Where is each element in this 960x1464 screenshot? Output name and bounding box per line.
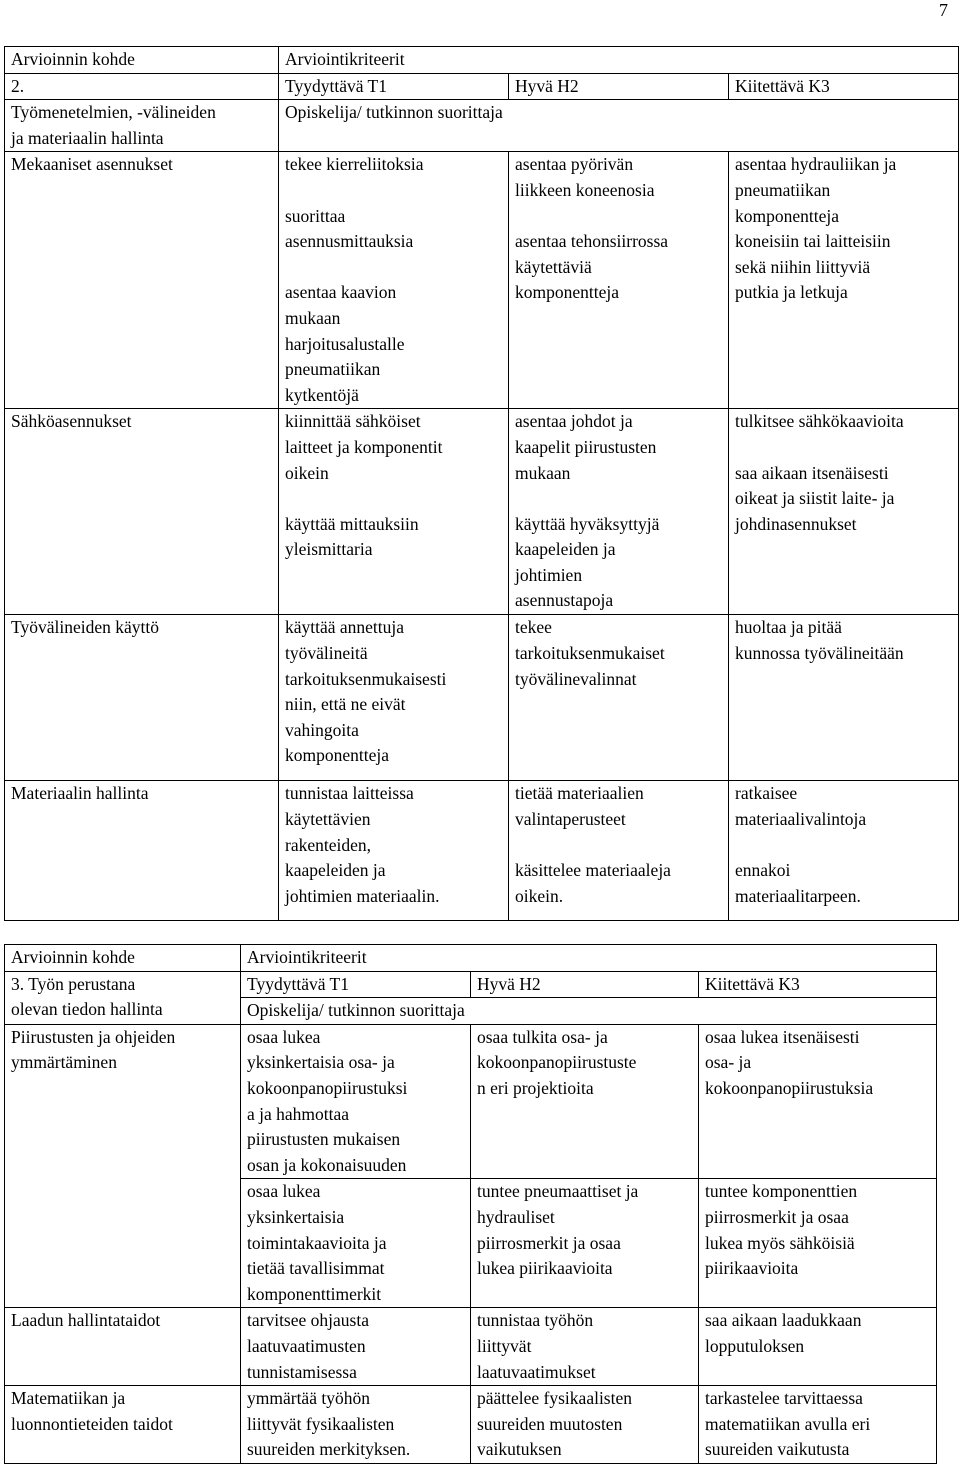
- row-subject: Työvälineiden käyttö: [5, 615, 279, 781]
- row-subject: Materiaalin hallinta: [5, 781, 279, 921]
- criterion: käyttää hyväksyttyjä kaapeleiden ja johtimien asennustapoja: [515, 513, 660, 611]
- criterion: asentaa pyörivän liikkeen koneenosia: [515, 154, 655, 200]
- criterion: kiinnittää sähköiset laitteet ja komponentit oikein: [285, 411, 443, 483]
- criteria-k3: [729, 781, 959, 921]
- criterion-k3: osaa lukea itsenäisesti osa- ja kokoonpanopiirustuksia: [699, 1024, 937, 1179]
- header-criteria-label: Arviointikriteerit: [241, 945, 937, 972]
- criterion: käyttää annettuja työvälineitä tarkoituksenmukaisesti niin, että ne eivät vahingoita komponentteja: [285, 617, 447, 766]
- criterion: tekee kierreliitoksia: [285, 154, 424, 175]
- criterion: suorittaa asennusmittauksia: [285, 205, 414, 252]
- criterion-h2: päättelee fysikaalisten suureiden muutosten vaikutuksen: [471, 1386, 699, 1464]
- level-t1: Tyydyttävä T1: [279, 73, 509, 100]
- criteria-t1: [279, 152, 509, 409]
- criterion-t1: osaa lukea yksinkertaisia osa- ja kokoonpanopiirustuksi a ja hahmottaa piirustusten mukaisen osan ja kokonaisuuden: [241, 1024, 471, 1179]
- level-h2: Hyvä H2: [509, 73, 729, 100]
- criterion: asentaa kaavion mukaan harjoitusalustalle pneumatiikan kytkentöjä: [285, 282, 405, 405]
- level-h2: Hyvä H2: [471, 971, 699, 998]
- criterion: asentaa tehonsiirrossa käytettäviä komponentteja: [515, 231, 669, 303]
- table-row: [5, 1308, 937, 1386]
- row-subject: Mekaaniset asennukset: [5, 152, 279, 409]
- table-row: [5, 1386, 937, 1464]
- criteria-t1: [279, 409, 509, 615]
- row-subject: Laadun hallintataidot: [5, 1308, 241, 1386]
- criterion-t1: osaa lukea yksinkertaisia toimintakaavioita ja tietää tavallisimmat komponenttimerkit: [241, 1179, 471, 1308]
- criterion: ratkaisee materiaalivalintoja: [735, 783, 867, 829]
- page-number: 7: [939, 0, 948, 20]
- criterion: asentaa hydrauliikan ja pneumatiikan komponentteja koneisiin tai laitteisiin sekä niihin liittyviä putkia ja letkuja: [735, 154, 897, 303]
- criterion-k3: tuntee komponenttien piirrosmerkit ja osaa lukea myös sähköisiä piirikaavioita: [699, 1179, 937, 1308]
- table-levels-row: [5, 73, 959, 100]
- table-row: [5, 152, 959, 409]
- table-row: [5, 781, 959, 921]
- table-row: [5, 1024, 937, 1179]
- table-levels-row: [5, 971, 937, 998]
- row-subject: Piirustusten ja ohjeiden ymmärtäminen: [5, 1024, 241, 1308]
- criterion: huoltaa ja pitää kunnossa työvälineitään: [735, 617, 904, 663]
- level-t1: Tyydyttävä T1: [241, 971, 471, 998]
- criteria-k3: [729, 152, 959, 409]
- criterion-h2: osaa tulkita osa- ja kokoonpanopiirustuste n eri projektioita: [471, 1024, 699, 1179]
- header-criteria-label: Arviointikriteerit: [279, 47, 959, 74]
- assessment-table-work-methods: [4, 46, 959, 921]
- criteria-t1: [279, 781, 509, 921]
- criterion-k3: saa aikaan laadukkaan lopputuloksen: [699, 1308, 937, 1386]
- assessment-table-knowledge: [4, 944, 937, 1464]
- criterion: tulkitsee sähkökaavioita: [735, 411, 904, 432]
- level-k3: Kiitettävä K3: [699, 971, 937, 998]
- header-subject-label: Arvioinnin kohde: [5, 47, 279, 74]
- performer-label: Opiskelija/ tutkinnon suorittaja: [241, 998, 937, 1025]
- section-title: Työmenetelmien, -välineiden ja materiaalin hallinta: [5, 100, 279, 152]
- criterion-t1: tarvitsee ohjausta laatuvaatimusten tunnistamisessa: [241, 1308, 471, 1386]
- row-subject: Matematiikan ja luonnontieteiden taidot: [5, 1386, 241, 1464]
- section-title: 3. Työn perustana olevan tiedon hallinta: [5, 971, 241, 1024]
- criteria-t1: [279, 615, 509, 781]
- performer-label: Opiskelija/ tutkinnon suorittaja: [279, 100, 959, 152]
- criterion-t1: ymmärtää työhön liittyvät fysikaalisten suureiden merkityksen.: [241, 1386, 471, 1464]
- criterion: tietää materiaalien valintaperusteet: [515, 783, 644, 829]
- table-section-row: [5, 100, 959, 152]
- criterion-k3: tarkastelee tarvittaessa matematiikan avulla eri suureiden vaikutusta: [699, 1386, 937, 1464]
- table-row: [5, 409, 959, 615]
- table-header-row: [5, 47, 959, 74]
- criterion: asentaa johdot ja kaapelit piirustusten mukaan: [515, 411, 657, 483]
- criterion: tekee tarkoituksenmukaiset työvälinevalinnat: [515, 617, 665, 689]
- row-subject: Sähköasennukset: [5, 409, 279, 615]
- table-row: [5, 615, 959, 781]
- header-subject-label: Arvioinnin kohde: [5, 945, 241, 972]
- criteria-h2: [509, 615, 729, 781]
- criteria-k3: [729, 409, 959, 615]
- criterion-h2: tuntee pneumaattiset ja hydrauliset piirrosmerkit ja osaa lukea piirikaavioita: [471, 1179, 699, 1308]
- criterion: tunnistaa laitteissa käytettävien rakenteiden, kaapeleiden ja johtimien materiaalin.: [285, 783, 440, 906]
- section-number: 2.: [5, 73, 279, 100]
- level-k3: Kiitettävä K3: [729, 73, 959, 100]
- criterion: saa aikaan itsenäisesti oikeat ja siistit laite- ja johdinasennukset: [735, 462, 895, 534]
- criteria-h2: [509, 781, 729, 921]
- criteria-h2: [509, 409, 729, 615]
- criteria-h2: [509, 152, 729, 409]
- criteria-k3: [729, 615, 959, 781]
- criterion: käyttää mittauksiin yleismittaria: [285, 513, 419, 560]
- criterion: ennakoi materiaalitarpeen.: [735, 860, 861, 906]
- table-header-row: [5, 945, 937, 972]
- criterion: käsittelee materiaaleja oikein.: [515, 860, 671, 906]
- criterion-h2: tunnistaa työhön liittyvät laatuvaatimukset: [471, 1308, 699, 1386]
